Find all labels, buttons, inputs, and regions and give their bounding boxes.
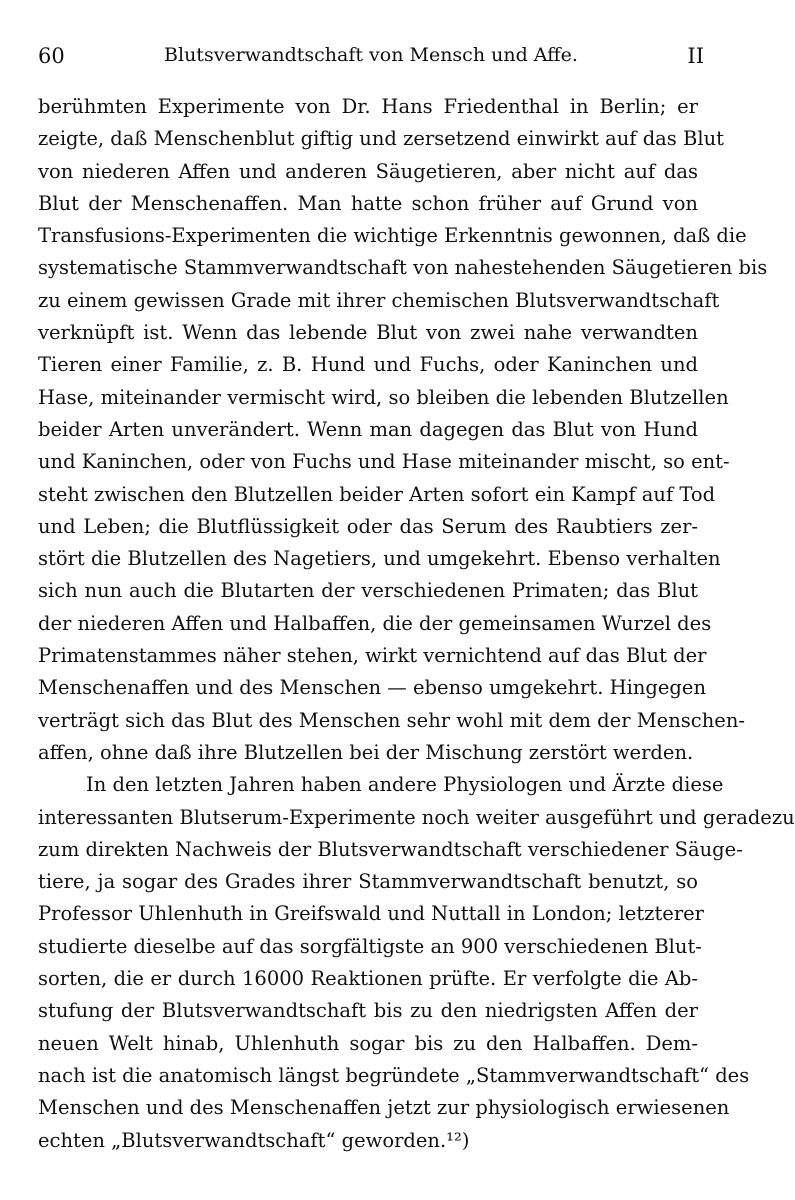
text-line: beider Arten unverändert. Wenn man dagegen das Blut von Hund <box>38 417 698 441</box>
body-text <box>38 91 795 1157</box>
text-line: zeigte, daß Menschenblut giftig und zersetzend einwirkt auf das Blut <box>38 127 724 151</box>
text-line: verträgt sich das Blut des Menschen sehr wohl mit dem der Menschen- <box>38 708 745 732</box>
text-line: zu einem gewissen Grade mit ihrer chemischen Blutsverwandtschaft <box>38 288 720 312</box>
text-line: stört die Blutzellen des Nagetiers, und umgekehrt. Ebenso verhalten <box>38 547 721 571</box>
text-line: studierte dieselbe auf das sorgfältigste an 900 verschiedenen Blut- <box>38 934 702 958</box>
text-line: berühmten Experimente von Dr. Hans Friedenthal in Berlin; er <box>38 95 698 118</box>
text-line: neuen Welt hinab, Uhlenhuth sogar bis zu den Halbaffen. Dem- <box>38 1031 698 1055</box>
text-line: sich nun auch die Blutarten der verschiedenen Primaten; das Blut <box>38 579 698 603</box>
section-numeral: II <box>687 44 704 68</box>
text-line: Professor Uhlenhuth in Greifswald und Nuttall in London; letzterer <box>38 902 705 926</box>
text-line: Menschenaffen und des Menschen — ebenso umgekehrt. Hingegen <box>38 676 707 700</box>
paragraph <box>38 769 795 1157</box>
text-line: verknüpft ist. Wenn das lebende Blut von zwei nahe verwandten <box>38 321 698 345</box>
text-line: der niederen Affen und Halbaffen, die der gemeinsamen Wurzel des <box>38 611 712 635</box>
text-line: In den letzten Jahren haben andere Physiologen und Ärzte diese <box>86 773 724 797</box>
page-header <box>38 44 704 76</box>
running-title: Blutsverwandtschaft von Mensch und Affe. <box>164 44 578 66</box>
text-line: Menschen und des Menschenaffen jetzt zur physiologisch erwiesenen <box>38 1096 730 1120</box>
page-number: 60 <box>38 44 65 68</box>
text-line: sorten, die er durch 16000 Reaktionen prüfte. Er verfolgte die Ab- <box>38 967 698 991</box>
text-line: stufung der Blutsverwandtschaft bis zu den niedrigsten Affen der <box>38 999 698 1023</box>
text-line: tiere, ja sogar des Grades ihrer Stammverwandtschaft benutzt, so <box>38 870 698 894</box>
text-line: zum direkten Nachweis der Blutsverwandtschaft verschiedener Säuge- <box>38 837 743 861</box>
text-line: und Leben; die Blutflüssigkeit oder das Serum des Raubtiers zer- <box>38 514 698 538</box>
text-line: nach ist die anatomisch längst begründete „Stammverwandtschaft“ des <box>38 1063 750 1087</box>
text-line: systematische Stammverwandtschaft von nahestehenden Säugetieren bis <box>38 256 768 280</box>
text-line: steht zwischen den Blutzellen beider Arten sofort ein Kampf auf Tod <box>38 482 716 506</box>
text-line: und Kaninchen, oder von Fuchs und Hase miteinander mischt, so ent- <box>38 450 730 474</box>
text-line: affen, ohne daß ihre Blutzellen bei der Mischung zerstört werden. <box>38 740 694 764</box>
paragraph <box>38 91 768 769</box>
text-line: Transfusions-Experimenten die wichtige Erkenntnis gewonnen, daß die <box>38 224 747 248</box>
text-line: echten „Blutsverwandtschaft“ geworden.¹²) <box>38 1128 470 1152</box>
text-line: Tieren einer Familie, z. B. Hund und Fuchs, oder Kaninchen und <box>38 353 698 377</box>
text-line: Hase, miteinander vermischt wird, so bleiben die lebenden Blutzellen <box>38 385 729 409</box>
text-line: interessanten Blutserum-Experimente noch weiter ausgeführt und geradezu <box>38 805 795 829</box>
text-line: Primatenstammes näher stehen, wirkt vernichtend auf das Blut der <box>38 644 707 668</box>
text-line: Blut der Menschenaffen. Man hatte schon früher auf Grund von <box>38 191 698 215</box>
text-line: von niederen Affen und anderen Säugetieren, aber nicht auf das <box>38 159 698 183</box>
